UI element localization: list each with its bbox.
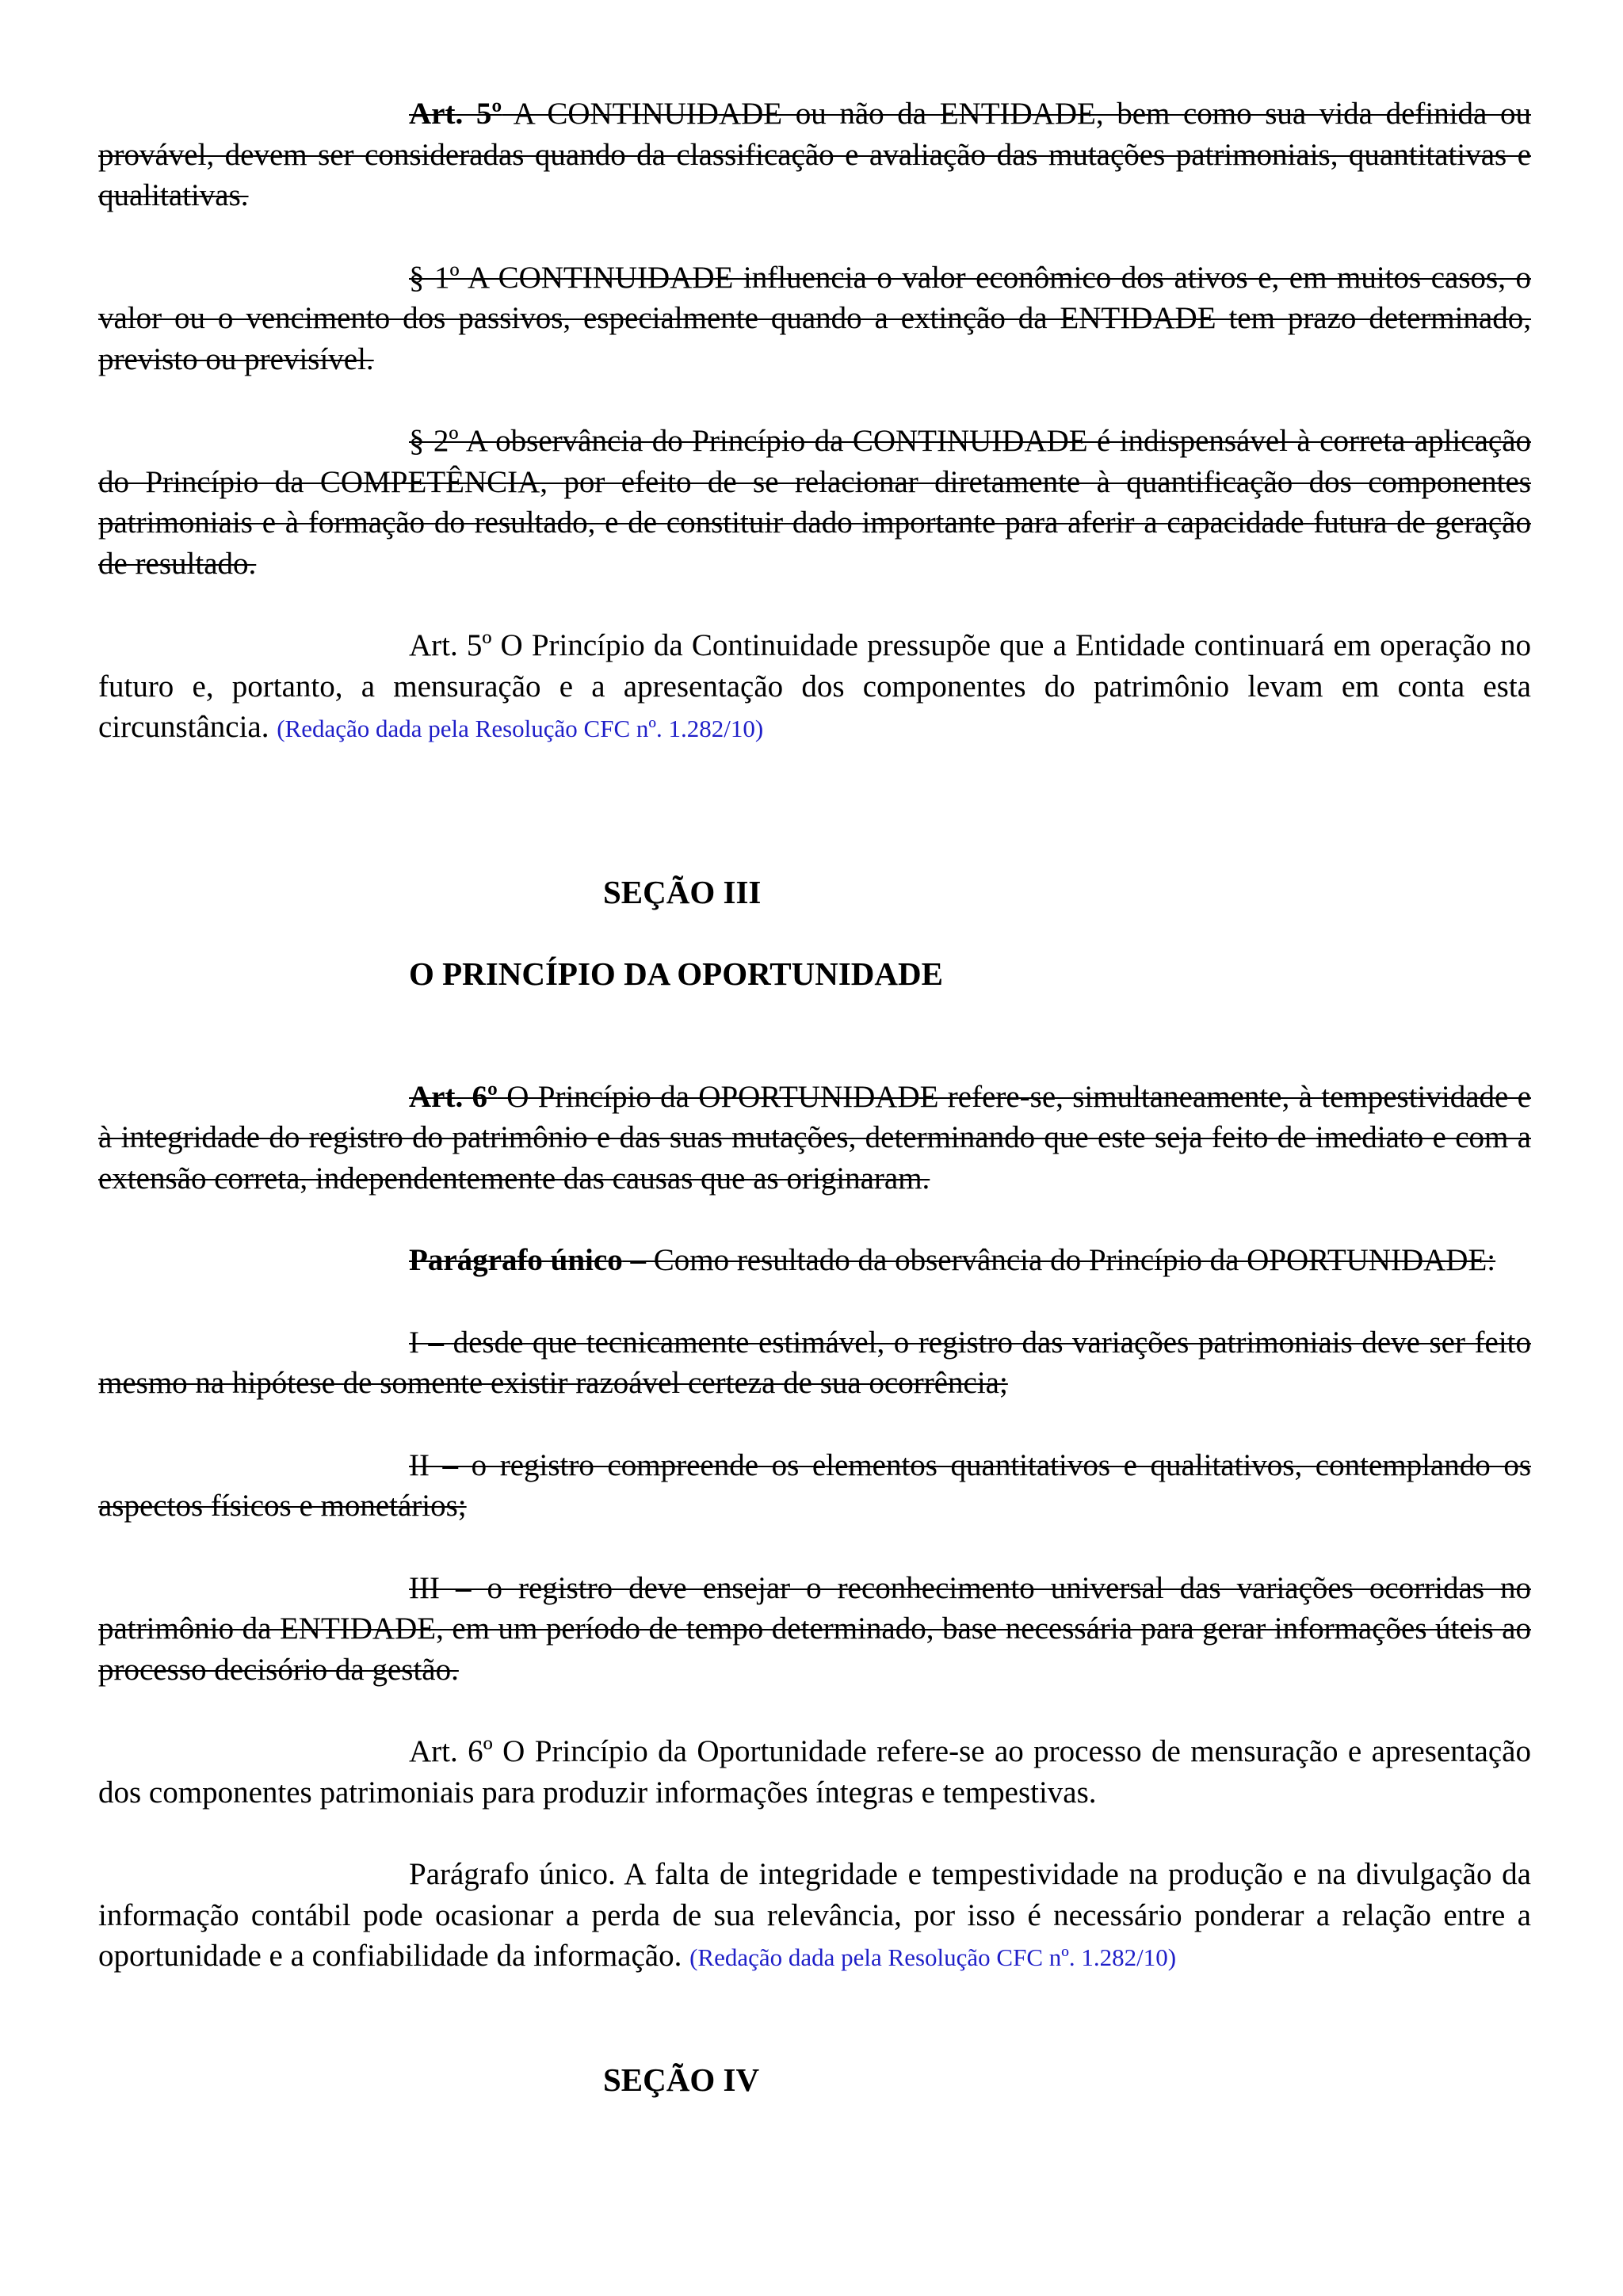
art6-old-heading: Art. 6º xyxy=(409,1079,498,1114)
art5-old-text: A CONTINUIDADE ou não da ENTIDADE, bem como sua vida definida ou provável, devem ser consideradas quando da classificação e avaliação das mutações patrimoniais, quantitativas e qualitativas. xyxy=(98,97,1531,212)
art6-item-ii-old-text: II – o registro compreende os elementos quantitativos e qualitativos, contemplando os aspectos físicos e monetários; xyxy=(98,1447,1531,1523)
section-3-title: O PRINCÍPIO DA OPORTUNIDADE xyxy=(409,955,943,992)
art5-par1-old-paragraph xyxy=(98,257,1531,380)
art5-new-text: Art. 5º O Princípio da Continuidade pressupõe que a Entidade continuará em operação no futuro e, portanto, a mensuração e a apresentação dos componentes do patrimônio levam em conta esta circunstância. xyxy=(98,628,1531,744)
art5-par2-old-paragraph xyxy=(98,421,1531,584)
art6-old-paragraph xyxy=(98,1077,1531,1199)
art6-item-iii-old-text: III – o registro deve ensejar o reconhecimento universal das variações ocorridas no patrimônio da ENTIDADE, em um período de tempo determinado, base necessária para gerar informações úteis ao processo decisório da gestão. xyxy=(98,1570,1531,1687)
art5-amendment-note: (Redação dada pela Resolução CFC nº. 1.282/10) xyxy=(277,715,764,742)
document-page xyxy=(98,93,1531,2100)
art5-par1-old-text: § 1º A CONTINUIDADE influencia o valor econômico dos ativos e, em muitos casos, o valor ou o vencimento dos passivos, especialmente quando a extinção da ENTIDADE tem prazo determinado, previsto ou previsível. xyxy=(98,260,1531,376)
art6-item-ii-old xyxy=(98,1445,1531,1527)
art5-new-paragraph xyxy=(98,625,1531,749)
art6-sole-paragraph-old-text: – Como resultado da observância do Princípio da OPORTUNIDADE: xyxy=(622,1243,1496,1277)
art6-new-paragraph xyxy=(98,1731,1531,1813)
art6-item-iii-old xyxy=(98,1568,1531,1691)
art5-old-heading: Art. 5º xyxy=(409,97,502,131)
art6-amendment-note: (Redação dada pela Resolução CFC nº. 1.282/10) xyxy=(689,1943,1177,1971)
art6-new-text: Art. 6º O Princípio da Oportunidade refere-se ao processo de mensuração e apresentação dos componentes patrimoniais para produzir informações íntegras e tempestivas. xyxy=(98,1734,1531,1810)
art6-sole-paragraph-old-heading: Parágrafo único xyxy=(409,1243,623,1277)
art6-sole-paragraph-new xyxy=(98,1854,1531,1978)
art6-item-i-old-text: I – desde que tecnicamente estimável, o registro das variações patrimoniais deve ser feito mesmo na hipótese de somente existir razoável certeza de sua ocorrência; xyxy=(98,1325,1531,1400)
art6-old-text: O Princípio da OPORTUNIDADE refere-se, simultaneamente, à tempestividade e à integridade do registro do patrimônio e das suas mutações, determinando que este seja feito de imediato e com a extensão correta, independentemente das causas que as originaram. xyxy=(98,1079,1531,1196)
art6-sole-paragraph-new-text: Parágrafo único. A falta de integridade e tempestividade na produção e na divulgação da informação contábil pode ocasionar a perda de sua relevância, por isso é necessário ponderar a relação entre a oportunidade e a confiabilidade da informação. xyxy=(98,1857,1531,1973)
section-4-label: SEÇÃO IV xyxy=(603,2061,760,2098)
art6-item-i-old xyxy=(98,1322,1531,1404)
section-3-label: SEÇÃO III xyxy=(603,873,762,910)
art6-sole-paragraph-old xyxy=(98,1240,1531,1281)
art5-old-paragraph xyxy=(98,93,1531,216)
art5-par2-old-text: § 2º A observância do Princípio da CONTINUIDADE é indispensável à correta aplicação do Princípio da COMPETÊNCIA, por efeito de se relacionar diretamente à quantificação dos componentes patrimoniais e à formação do resultado, e de constituir dado importante para aferir a capacidade futura de geração de resultado. xyxy=(98,424,1531,581)
